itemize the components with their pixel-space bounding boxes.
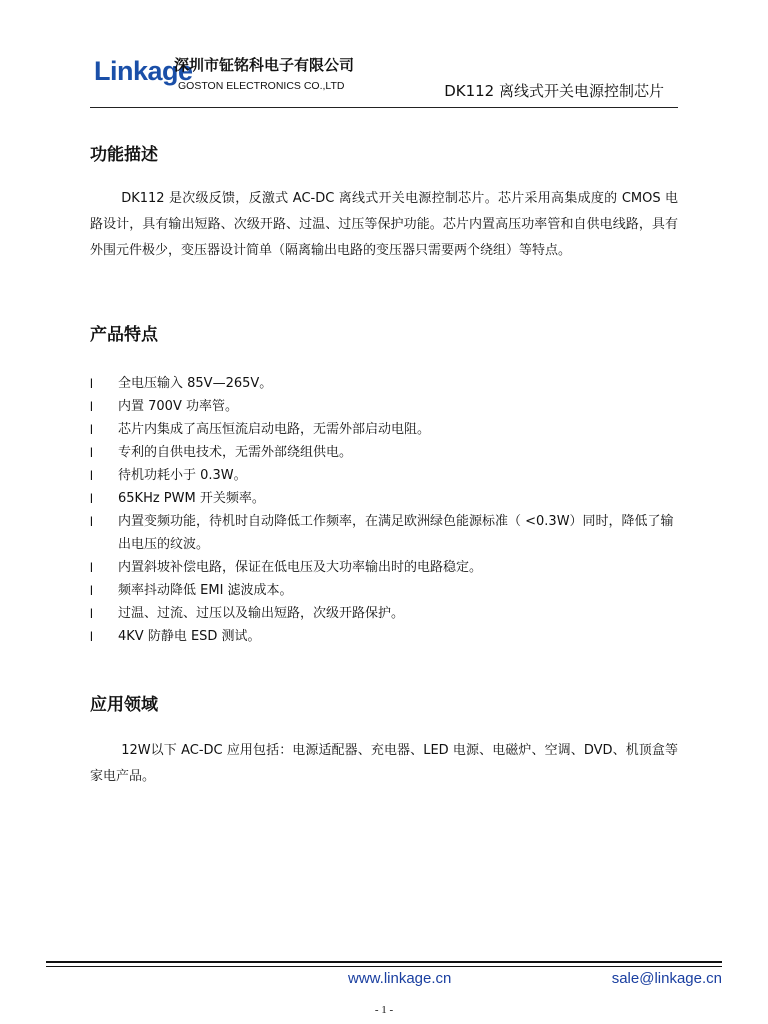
list-item — [90, 441, 678, 464]
bullet-marker: l — [90, 606, 93, 621]
page-header — [90, 52, 678, 108]
feature-text: 过温、过流、过压以及输出短路，次级开路保护。 — [118, 606, 405, 621]
bullet-marker: l — [90, 422, 93, 437]
bullet-marker: l — [90, 629, 93, 644]
list-item — [90, 602, 678, 625]
bullet-marker: l — [90, 514, 93, 529]
document-title: DK112 离线式开关电源控制芯片 — [444, 82, 664, 100]
section-title-applications: 应用领域 — [90, 695, 158, 715]
bullet-marker: l — [90, 376, 93, 391]
list-item — [90, 510, 678, 556]
feature-text: 全电压输入 85V—265V。 — [118, 376, 273, 391]
applications-paragraph: 12W以下 AC-DC 应用包括：电源适配器、充电器、LED 电源、电磁炉、空调、DVD、机顶盒等家电产品。 — [90, 743, 678, 784]
feature-text: 内置 700V 功率管。 — [118, 399, 238, 414]
feature-list — [90, 372, 678, 648]
linkage-logo: Linkage — [94, 56, 193, 86]
website-link[interactable]: www.linkage.cn — [348, 970, 452, 987]
feature-text: 芯片内集成了高压恒流启动电路，无需外部启动电阻。 — [118, 422, 431, 437]
bullet-marker: l — [90, 491, 93, 506]
page-number: - 1 - — [374, 1004, 394, 1016]
feature-text: 频率抖动降低 EMI 滤波成本。 — [118, 583, 293, 598]
list-item — [90, 625, 678, 648]
list-item — [90, 556, 678, 579]
list-item — [90, 487, 678, 510]
list-item — [90, 464, 678, 487]
list-item — [90, 579, 678, 602]
feature-text: 专利的自供电技术，无需外部绕组供电。 — [118, 445, 353, 460]
feature-text: 4KV 防静电 ESD 测试。 — [118, 629, 261, 644]
footer-divider-thin — [46, 966, 722, 967]
list-item — [90, 372, 678, 395]
footer-divider-thick — [46, 961, 722, 963]
bullet-marker: l — [90, 560, 93, 575]
bullet-marker: l — [90, 399, 93, 414]
feature-text: 待机功耗小于 0.3W。 — [118, 468, 247, 483]
bullet-marker: l — [90, 583, 93, 598]
description-paragraph: DK112 是次级反馈，反激式 AC-DC 离线式开关电源控制芯片。芯片采用高集成度的 CMOS 电路设计，具有输出短路、次级开路、过温、过压等保护功能。芯片内置高压功率管和自供电线路，具有外围元件极少，变压器设计简单（隔离输出电路的变压器只需要两个绕组）等特点。 — [90, 191, 678, 258]
list-item — [90, 395, 678, 418]
bullet-marker: l — [90, 468, 93, 483]
email-link[interactable]: sale@linkage.cn — [611, 970, 722, 987]
feature-text: 65KHz PWM 开关频率。 — [118, 491, 265, 506]
list-item — [90, 418, 678, 441]
section-title-description: 功能描述 — [90, 145, 158, 165]
company-name-english: GOSTON ELECTRONICS CO.,LTD — [178, 80, 345, 92]
section-title-features: 产品特点 — [90, 325, 158, 345]
company-name-chinese: 深圳市钲铭科电子有限公司 — [174, 56, 355, 74]
header-divider — [90, 107, 678, 108]
feature-text: 内置变频功能，待机时自动降低工作频率，在满足欧洲绿色能源标准（ <0.3W）同时，降低了输出电压的纹波。 — [118, 514, 674, 552]
feature-text: 内置斜坡补偿电路，保证在低电压及大功率输出时的电路稳定。 — [118, 560, 483, 575]
bullet-marker: l — [90, 445, 93, 460]
